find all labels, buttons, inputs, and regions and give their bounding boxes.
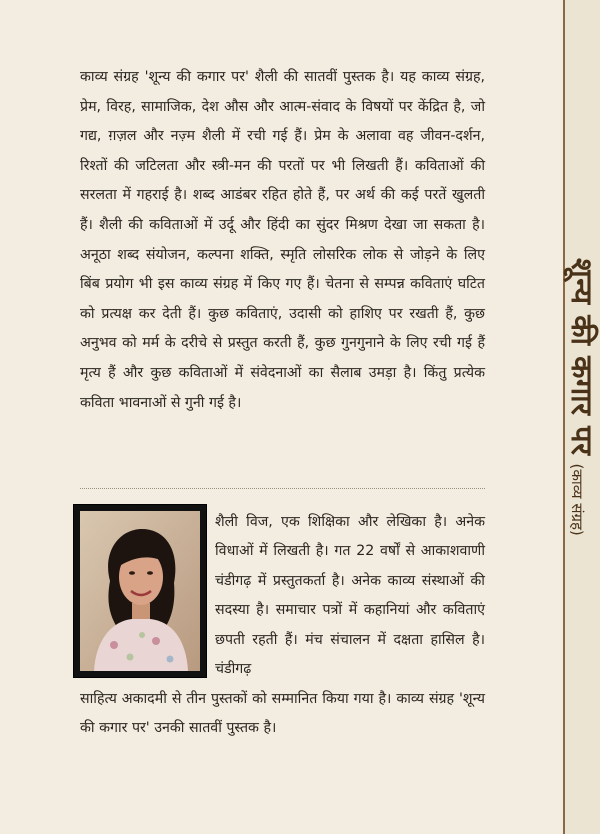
author-photo [73, 504, 207, 678]
spine-title: शून्य की कगार पर [565, 258, 599, 456]
spine-text [563, 258, 600, 536]
spine-subtitle: (काव्य संग्रह) [568, 463, 586, 536]
book-spine [563, 0, 600, 834]
book-synopsis: काव्य संग्रह 'शून्य की कगार पर' शैली की सातवीं पुस्तक है। यह काव्य संग्रह, प्रेम, विरह, सामाजिक, देश औस और आत्म-संवाद के विषयों पर केंद्रित है, जो गद्य, ग़ज़ल और नज़्म शैली में रची गई हैं। प्रेम के अलावा वह जीवन-दर्शन, रिश्तों की जटिलता और स्त्री-मन की परतों पर भी लिखती हैं। कविताओं की सरलता में गहराई है। शब्द आडंबर रहित होते हैं, पर अर्थ की कई परतें खुलती हैं। शैली की कविताओं में उर्दू और हिंदी का सुंदर मिश्रण देखा जा सकता है। अनूठा शब्द संयोजन, कल्पना शक्ति, स्मृति लोसरिक लोक से जोड़ने के लिए बिंब प्रयोग भी इस काव्य संग्रह में किए गए हैं। चेतना से सम्पन्न कविताएं घटित को प्रत्यक्ष कर देती हैं। कुछ कविताएं, उदासी को हाशिए पर रखती हैं, कुछ अनुभव को मर्म के दरीचे से प्रस्तुत करती हैं, कुछ गुनगुनाने के लिए रची गई हैं मृत्य हैं और कुछ कविताओं में संवेदनाओं का सैलाब उमड़ा है। किंतु प्रत्येक कविता भावनाओं से गुनी गई है। [80, 69, 485, 411]
dotted-divider [80, 488, 485, 489]
author-bio-bottom: साहित्य अकादमी से तीन पुस्तकों को सम्मानित किया गया है। काव्य संग्रह 'शून्य की कगार पर' उनकी सातवीं पुस्तक है। [80, 691, 485, 737]
author-portrait-image [80, 511, 200, 671]
spine-inner [565, 0, 600, 834]
author-bio-top: शैली विज, एक शिक्षिका और लेखिका है। अनेक विधाओं में लिखती है। गत 22 वर्षों से आकाशवाणी चंडीगढ़ में प्रस्तुतकर्ता है। अनेक काव्य संस्थाओं की सदस्या है। समाचार पत्रों में कहानियां और कविताएं छपती रहती हैं। मंच संचालन में दक्षता हासिल है। चंडीगढ़ [215, 514, 485, 678]
